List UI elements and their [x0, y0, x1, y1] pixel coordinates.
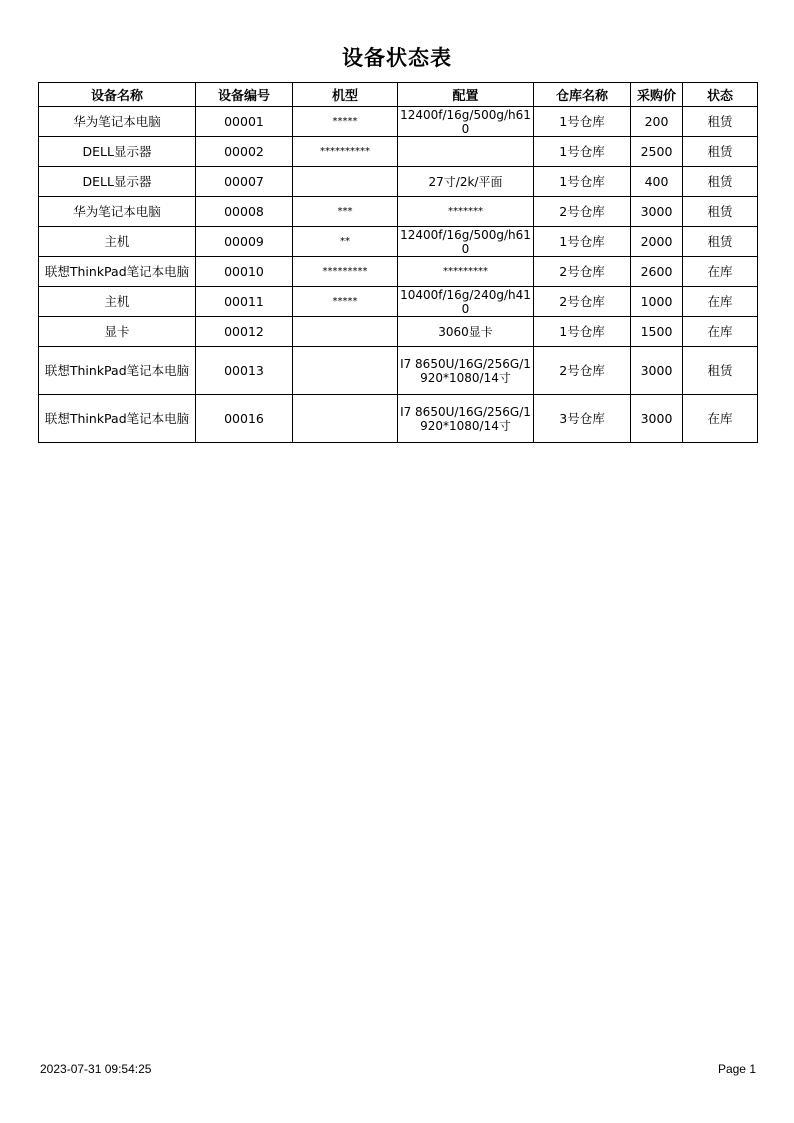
cell-status: 在库 [683, 317, 758, 347]
cell-warehouse: 1号仓库 [534, 107, 631, 137]
cell-price: 1500 [631, 317, 683, 347]
cell-model: ** [293, 227, 398, 257]
table-header-row [39, 83, 758, 107]
table-row [39, 107, 758, 137]
cell-id: 00012 [196, 317, 293, 347]
cell-model [293, 167, 398, 197]
cell-config: ********* [398, 257, 534, 287]
cell-id: 00010 [196, 257, 293, 287]
cell-name: DELL显示器 [39, 137, 196, 167]
column-header-name: 设备名称 [39, 83, 196, 107]
cell-status: 在库 [683, 287, 758, 317]
cell-name: 主机 [39, 227, 196, 257]
cell-name: 华为笔记本电脑 [39, 197, 196, 227]
table-row [39, 395, 758, 443]
equipment-status-table [38, 82, 758, 443]
cell-price: 2500 [631, 137, 683, 167]
cell-config: 12400f/16g/500g/h610 [398, 107, 534, 137]
cell-status: 在库 [683, 395, 758, 443]
cell-price: 2600 [631, 257, 683, 287]
cell-warehouse: 3号仓库 [534, 395, 631, 443]
cell-model: ***** [293, 107, 398, 137]
cell-warehouse: 2号仓库 [534, 287, 631, 317]
cell-warehouse: 1号仓库 [534, 227, 631, 257]
column-header-price: 采购价 [631, 83, 683, 107]
cell-status: 租赁 [683, 107, 758, 137]
column-header-config: 配置 [398, 83, 534, 107]
cell-id: 00013 [196, 347, 293, 395]
cell-model: ********* [293, 257, 398, 287]
column-header-id: 设备编号 [196, 83, 293, 107]
cell-config: 12400f/16g/500g/h610 [398, 227, 534, 257]
cell-model [293, 347, 398, 395]
cell-model [293, 317, 398, 347]
cell-warehouse: 2号仓库 [534, 257, 631, 287]
cell-status: 租赁 [683, 137, 758, 167]
cell-name: 联想ThinkPad笔记本电脑 [39, 395, 196, 443]
cell-status: 租赁 [683, 197, 758, 227]
cell-model: ***** [293, 287, 398, 317]
cell-status: 租赁 [683, 227, 758, 257]
cell-name: 联想ThinkPad笔记本电脑 [39, 347, 196, 395]
page-number: Page 1 [717, 1062, 756, 1076]
cell-warehouse: 1号仓库 [534, 137, 631, 167]
cell-name: 联想ThinkPad笔记本电脑 [39, 257, 196, 287]
cell-config: 10400f/16g/240g/h410 [398, 287, 534, 317]
cell-warehouse: 1号仓库 [534, 317, 631, 347]
cell-id: 00001 [196, 107, 293, 137]
cell-price: 200 [631, 107, 683, 137]
table-row [39, 167, 758, 197]
cell-price: 1000 [631, 287, 683, 317]
table-row [39, 287, 758, 317]
table-row [39, 137, 758, 167]
column-header-status: 状态 [683, 83, 758, 107]
table-row [39, 197, 758, 227]
cell-config: I7 8650U/16G/256G/1920*1080/14寸 [398, 395, 534, 443]
cell-id: 00008 [196, 197, 293, 227]
cell-name: 华为笔记本电脑 [39, 107, 196, 137]
cell-warehouse: 2号仓库 [534, 347, 631, 395]
cell-config: ******* [398, 197, 534, 227]
cell-model: ********** [293, 137, 398, 167]
cell-price: 2000 [631, 227, 683, 257]
table-row [39, 257, 758, 287]
cell-config: 27寸/2k/平面 [398, 167, 534, 197]
cell-config: I7 8650U/16G/256G/1920*1080/14寸 [398, 347, 534, 395]
cell-warehouse: 1号仓库 [534, 167, 631, 197]
cell-price: 3000 [631, 197, 683, 227]
cell-id: 00009 [196, 227, 293, 257]
cell-id: 00011 [196, 287, 293, 317]
cell-id: 00002 [196, 137, 293, 167]
cell-model [293, 395, 398, 443]
column-header-model: 机型 [293, 83, 398, 107]
print-timestamp: 2023-07-31 09:54:25 [40, 1062, 152, 1076]
cell-price: 3000 [631, 347, 683, 395]
cell-name: 主机 [39, 287, 196, 317]
report-title: 设备状态表 [342, 45, 452, 70]
cell-config [398, 137, 534, 167]
cell-status: 租赁 [683, 347, 758, 395]
table-row [39, 347, 758, 395]
table-row [39, 227, 758, 257]
cell-warehouse: 2号仓库 [534, 197, 631, 227]
cell-id: 00007 [196, 167, 293, 197]
cell-status: 在库 [683, 257, 758, 287]
column-header-warehouse: 仓库名称 [534, 83, 631, 107]
cell-id: 00016 [196, 395, 293, 443]
cell-price: 3000 [631, 395, 683, 443]
cell-name: DELL显示器 [39, 167, 196, 197]
cell-name: 显卡 [39, 317, 196, 347]
cell-model: *** [293, 197, 398, 227]
table-row [39, 317, 758, 347]
cell-config: 3060显卡 [398, 317, 534, 347]
cell-status: 租赁 [683, 167, 758, 197]
cell-price: 400 [631, 167, 683, 197]
